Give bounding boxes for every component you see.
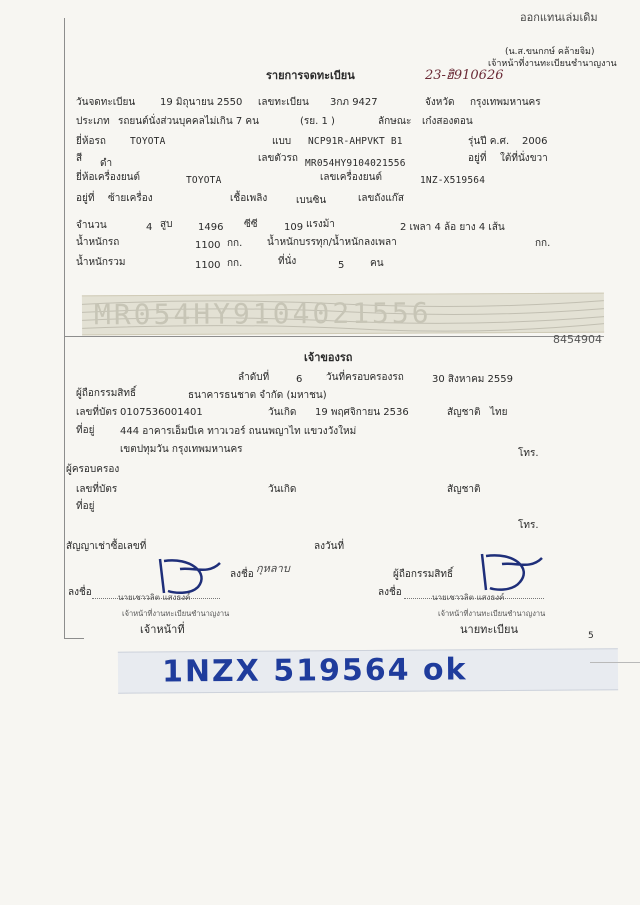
- province-label: จังหวัด: [425, 97, 455, 108]
- seats-value: 5: [338, 260, 345, 271]
- engine-no-label: เลขเครื่องยนต์: [320, 172, 382, 183]
- location-value: ใต้ที่นั่งขวา: [500, 153, 548, 164]
- holder-dob-label: วันเกิด: [268, 484, 297, 495]
- officer-note-2: เจ้าหน้าที่งานทะเบียนชำนาญงาน: [488, 59, 617, 69]
- owner-sign-handwritten: กุหลาบ: [256, 562, 290, 575]
- engine-number-handwritten: 1NZX 519564 ok: [161, 652, 468, 690]
- engine-loc-value: ซ้ายเครื่อง: [108, 193, 153, 204]
- registrar-printed-name: นายเชาวลิต แสงธงค์: [432, 593, 505, 602]
- weight-value: 1100: [195, 240, 221, 251]
- weight-label: น้ำหนักรถ: [76, 237, 120, 248]
- reg-date-value: 19 มิถุนายน 2550: [160, 97, 243, 108]
- type-code: (รย. 1 ): [300, 116, 335, 127]
- chassis-value: MR054HY9104021556: [305, 158, 406, 169]
- chassis-rubbing-tape: [82, 293, 604, 336]
- location-label: อยู่ที่: [468, 153, 487, 164]
- gross-label: น้ำหนักรวม: [76, 257, 126, 268]
- hp-value: 109: [284, 222, 304, 233]
- doc-title: รายการจดทะเบียน: [266, 69, 355, 82]
- nationality-label: สัญชาติ: [447, 407, 481, 418]
- holder-phone-label: โทร.: [518, 520, 539, 531]
- year-value: 2006: [522, 136, 548, 147]
- cyl-unit: สูบ: [160, 219, 173, 230]
- id-value: 0107536001401: [120, 407, 203, 418]
- sign-label-center: ลงชื่อ: [230, 569, 254, 580]
- officer-printed-name: นายเชาวลิต แสงธงค์: [118, 593, 191, 602]
- possess-date-value: 30 สิงหาคม 2559: [432, 374, 514, 385]
- dob-label: วันเกิด: [268, 407, 297, 418]
- gas-label: เลขถังแก๊ส: [358, 193, 404, 204]
- gross-unit: กก.: [227, 258, 243, 269]
- dob-value: 19 พฤศจิกายน 2536: [315, 407, 409, 418]
- officer-role-small: เจ้าหน้าที่งานทะเบียนชำนาญงาน: [122, 609, 230, 618]
- contract-date-label: ลงวันที่: [314, 541, 345, 552]
- fuel-value: เบนซิน: [296, 195, 327, 206]
- seats-label: ที่นั่ง: [278, 256, 297, 267]
- holder-label: ผู้ครอบครอง: [66, 464, 120, 475]
- gross-value: 1100: [195, 260, 221, 271]
- type-label: ประเภท: [76, 116, 110, 127]
- holder-nat-label: สัญชาติ: [447, 484, 481, 495]
- year-label: รุ่นปี ค.ศ.: [468, 136, 510, 147]
- owner-sig-label: ผู้ถือกรรมสิทธิ์: [393, 569, 454, 580]
- hp-label: แรงม้า: [306, 219, 335, 230]
- left-margin-line: [64, 18, 65, 638]
- engine-brand-label: ยี่ห้อเครื่องยนต์: [76, 172, 141, 183]
- address-line1: 444 อาคารเอ็มบีเค ทาวเวอร์ ถนนพญาไท แขวงวังใหม่: [120, 426, 357, 437]
- officer-title: เจ้าหน้าที่: [140, 623, 185, 636]
- top-right-title: ออกแทนเล่มเดิม: [520, 11, 598, 24]
- registrar-role-small: เจ้าหน้าที่งานทะเบียนชำนาญงาน: [438, 609, 546, 618]
- owner-value: ธนาคารธนชาต จำกัด (มหาชน): [188, 390, 327, 401]
- style-value: เก๋งสองตอน: [422, 116, 473, 127]
- holder-addr-label: ที่อยู่: [76, 501, 95, 512]
- seats-unit: คน: [370, 258, 384, 269]
- style-label: ลักษณะ: [378, 116, 412, 127]
- cc-label: ซีซี: [244, 219, 258, 230]
- axle-text: 2 เพลา 4 ล้อ ยาง 4 เส้น: [400, 222, 505, 233]
- nationality-value: ไทย: [490, 407, 508, 418]
- id-label: เลขที่บัตร: [76, 407, 118, 418]
- model-label: แบบ: [272, 136, 292, 147]
- brand-label: ยี่ห้อรถ: [76, 136, 106, 147]
- handwritten-ref: 23-ฮิ910626: [425, 68, 504, 83]
- tape-stamped-text: MR054HY9104021556: [93, 296, 432, 332]
- weight-unit: กก.: [227, 238, 243, 249]
- color-value: ดำ: [100, 158, 113, 169]
- engine-brand-value: TOYOTA: [186, 175, 222, 186]
- color-label: สี: [76, 153, 83, 164]
- seq-value: 6: [296, 374, 303, 385]
- registrar-title: นายทะเบียน: [460, 623, 519, 636]
- owner-section-title: เจ้าของรถ: [304, 351, 353, 364]
- engine-loc-label: อยู่ที่: [76, 193, 95, 204]
- divider-line: [64, 336, 604, 337]
- tape-small-number: 8454904: [553, 333, 602, 346]
- reg-date-label: วันจดทะเบียน: [76, 97, 136, 108]
- province-value: กรุงเทพมหานคร: [470, 97, 541, 108]
- phone-label: โทร.: [518, 448, 539, 459]
- contract-label: สัญญาเช่าซื้อเลขที่: [66, 541, 147, 552]
- cyl-label: จำนวน: [76, 220, 107, 231]
- address-line2: เขตปทุมวัน กรุงเทพมหานคร: [120, 444, 243, 455]
- brand-value: TOYOTA: [130, 136, 166, 147]
- seq-label: ลำดับที่: [238, 372, 270, 383]
- model-value: NCP91R-AHPVKT B1: [308, 136, 403, 147]
- engine-number-tape: [118, 648, 618, 693]
- type-value: รถยนต์นั่งส่วนบุคคลไม่เกิน 7 คน: [118, 116, 259, 127]
- edge-mark: [590, 662, 640, 663]
- chassis-label: เลขตัวรถ: [258, 153, 298, 164]
- holder-id-label: เลขที่บัตร: [76, 484, 118, 495]
- reg-no-value: 3กภ 9427: [330, 97, 378, 108]
- page-number: 5: [588, 631, 594, 641]
- officer-note-1: (น.ส.ขนกกษ์ คล้ายจิม): [505, 47, 595, 57]
- cyl-value: 4: [146, 222, 153, 233]
- address-label: ที่อยู่: [76, 425, 95, 436]
- cc-value: 1496: [198, 222, 224, 233]
- registrar-sign-label: ลงชื่อ: [378, 587, 402, 598]
- reg-no-label: เลขทะเบียน: [258, 97, 309, 108]
- divider-line-bottom: [64, 638, 84, 639]
- engine-no-value: 1NZ-X519564: [420, 175, 486, 186]
- owner-label: ผู้ถือกรรมสิทธิ์: [76, 388, 137, 399]
- fuel-label: เชื้อเพลิง: [230, 193, 268, 204]
- officer-sign-label: ลงชื่อ: [68, 587, 92, 598]
- load-unit: กก.: [535, 238, 551, 249]
- possess-date-label: วันที่ครอบครองรถ: [326, 372, 404, 383]
- load-label: น้ำหนักบรรทุก/น้ำหนักลงเพลา: [267, 237, 397, 248]
